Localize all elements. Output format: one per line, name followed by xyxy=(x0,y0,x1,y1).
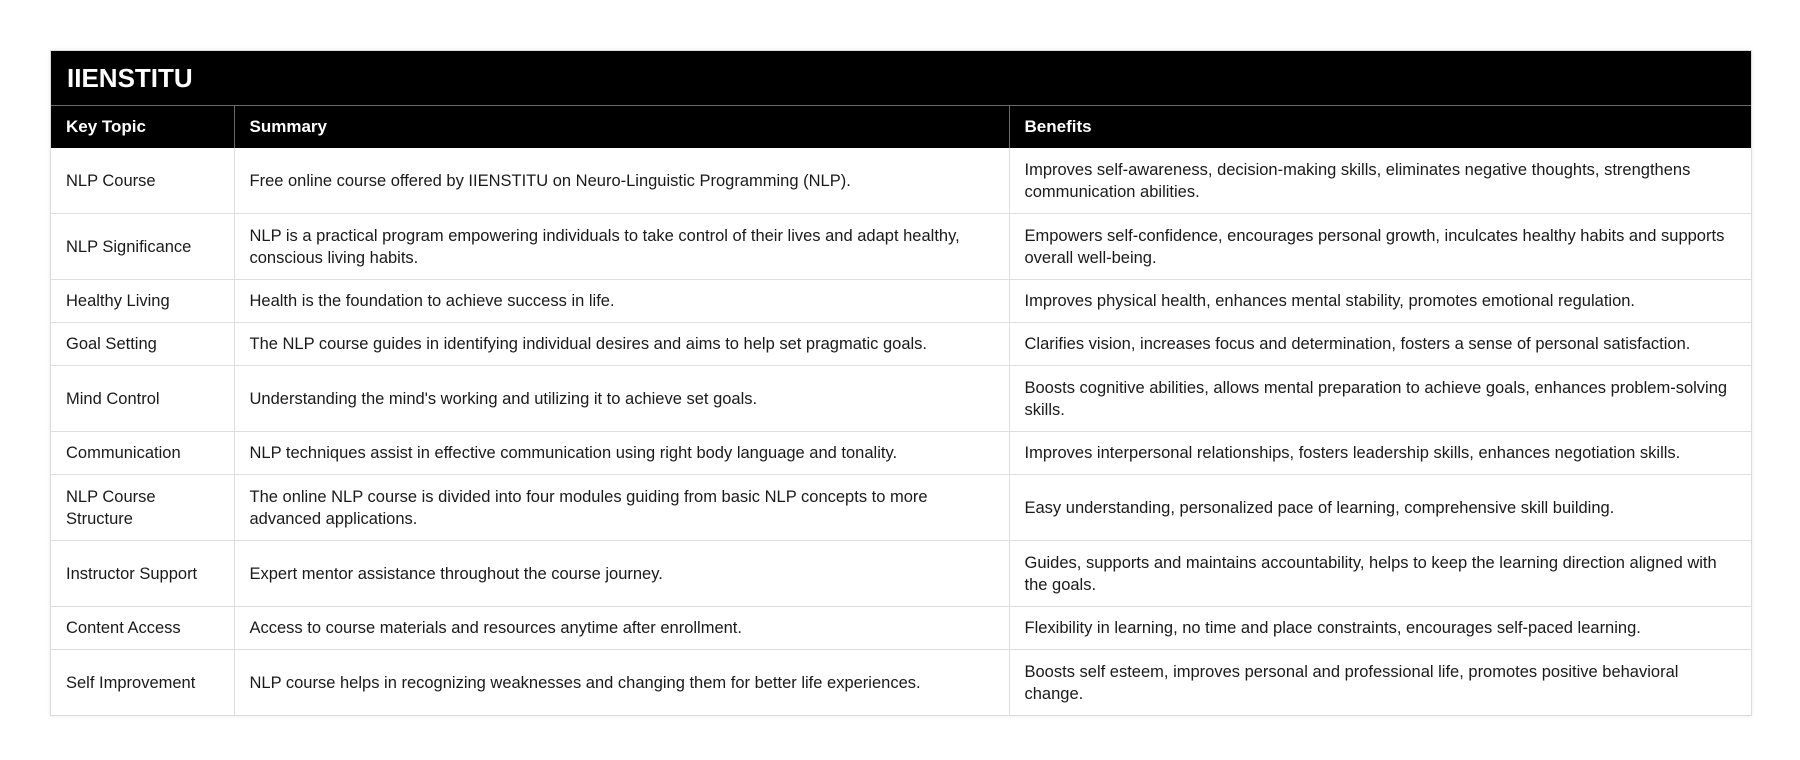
cell-benefits: Improves physical health, enhances mental stability, promotes emotional regulation. xyxy=(1009,280,1751,323)
table-row xyxy=(51,323,1751,366)
table-row xyxy=(51,366,1751,432)
cell-benefits: Improves self-awareness, decision-making skills, eliminates negative thoughts, strengthens communication abilities. xyxy=(1009,148,1751,214)
table-row xyxy=(51,650,1751,716)
cell-summary: Expert mentor assistance throughout the course journey. xyxy=(234,541,1009,607)
cell-benefits: Easy understanding, personalized pace of learning, comprehensive skill building. xyxy=(1009,475,1751,541)
cell-summary: Health is the foundation to achieve success in life. xyxy=(234,280,1009,323)
cell-summary: The NLP course guides in identifying individual desires and aims to help set pragmatic goals. xyxy=(234,323,1009,366)
cell-topic: NLP Course Structure xyxy=(51,475,234,541)
table-row xyxy=(51,475,1751,541)
table-row xyxy=(51,541,1751,607)
cell-summary: NLP course helps in recognizing weaknesses and changing them for better life experiences. xyxy=(234,650,1009,716)
cell-benefits: Boosts cognitive abilities, allows mental preparation to achieve goals, enhances problem-solving skills. xyxy=(1009,366,1751,432)
cell-summary: NLP is a practical program empowering individuals to take control of their lives and adapt healthy, conscious living habits. xyxy=(234,214,1009,280)
cell-topic: Self Improvement xyxy=(51,650,234,716)
cell-summary: NLP techniques assist in effective communication using right body language and tonality. xyxy=(234,432,1009,475)
header-row xyxy=(51,106,1751,149)
table-row xyxy=(51,432,1751,475)
cell-benefits: Improves interpersonal relationships, fosters leadership skills, enhances negotiation skills. xyxy=(1009,432,1751,475)
cell-topic: NLP Course xyxy=(51,148,234,214)
cell-summary: The online NLP course is divided into four modules guiding from basic NLP concepts to more advanced applications. xyxy=(234,475,1009,541)
cell-benefits: Empowers self-confidence, encourages personal growth, inculcates healthy habits and supports overall well-being. xyxy=(1009,214,1751,280)
table-row xyxy=(51,214,1751,280)
cell-topic: Communication xyxy=(51,432,234,475)
cell-topic: Healthy Living xyxy=(51,280,234,323)
cell-topic: Goal Setting xyxy=(51,323,234,366)
cell-summary: Access to course materials and resources anytime after enrollment. xyxy=(234,607,1009,650)
title-row xyxy=(51,51,1751,106)
cell-benefits: Clarifies vision, increases focus and determination, fosters a sense of personal satisfaction. xyxy=(1009,323,1751,366)
table-title: IIENSTITU xyxy=(51,51,1751,106)
cell-benefits: Boosts self esteem, improves personal and professional life, promotes positive behavioral change. xyxy=(1024,662,1679,703)
header-benefits: Benefits xyxy=(1009,106,1751,149)
cell-summary: Understanding the mind's working and utilizing it to achieve set goals. xyxy=(234,366,1009,432)
table-row xyxy=(51,607,1751,650)
header-summary: Summary xyxy=(234,106,1009,149)
cell-benefits: Flexibility in learning, no time and place constraints, encourages self-paced learning. xyxy=(1009,607,1751,650)
cell-benefits: Guides, supports and maintains accountability, helps to keep the learning direction aligned with the goals. xyxy=(1009,541,1751,607)
table-row xyxy=(51,280,1751,323)
cell-topic: NLP Significance xyxy=(51,214,234,280)
header-key-topic: Key Topic xyxy=(51,106,234,149)
cell-topic: Instructor Support xyxy=(51,541,234,607)
cell-topic: Content Access xyxy=(51,607,234,650)
summary-table-container xyxy=(50,50,1752,716)
cell-topic: Mind Control xyxy=(51,366,234,432)
table-row xyxy=(51,148,1751,214)
summary-table xyxy=(51,51,1751,715)
cell-summary: Free online course offered by IIENSTITU on Neuro-Linguistic Programming (NLP). xyxy=(234,148,1009,214)
